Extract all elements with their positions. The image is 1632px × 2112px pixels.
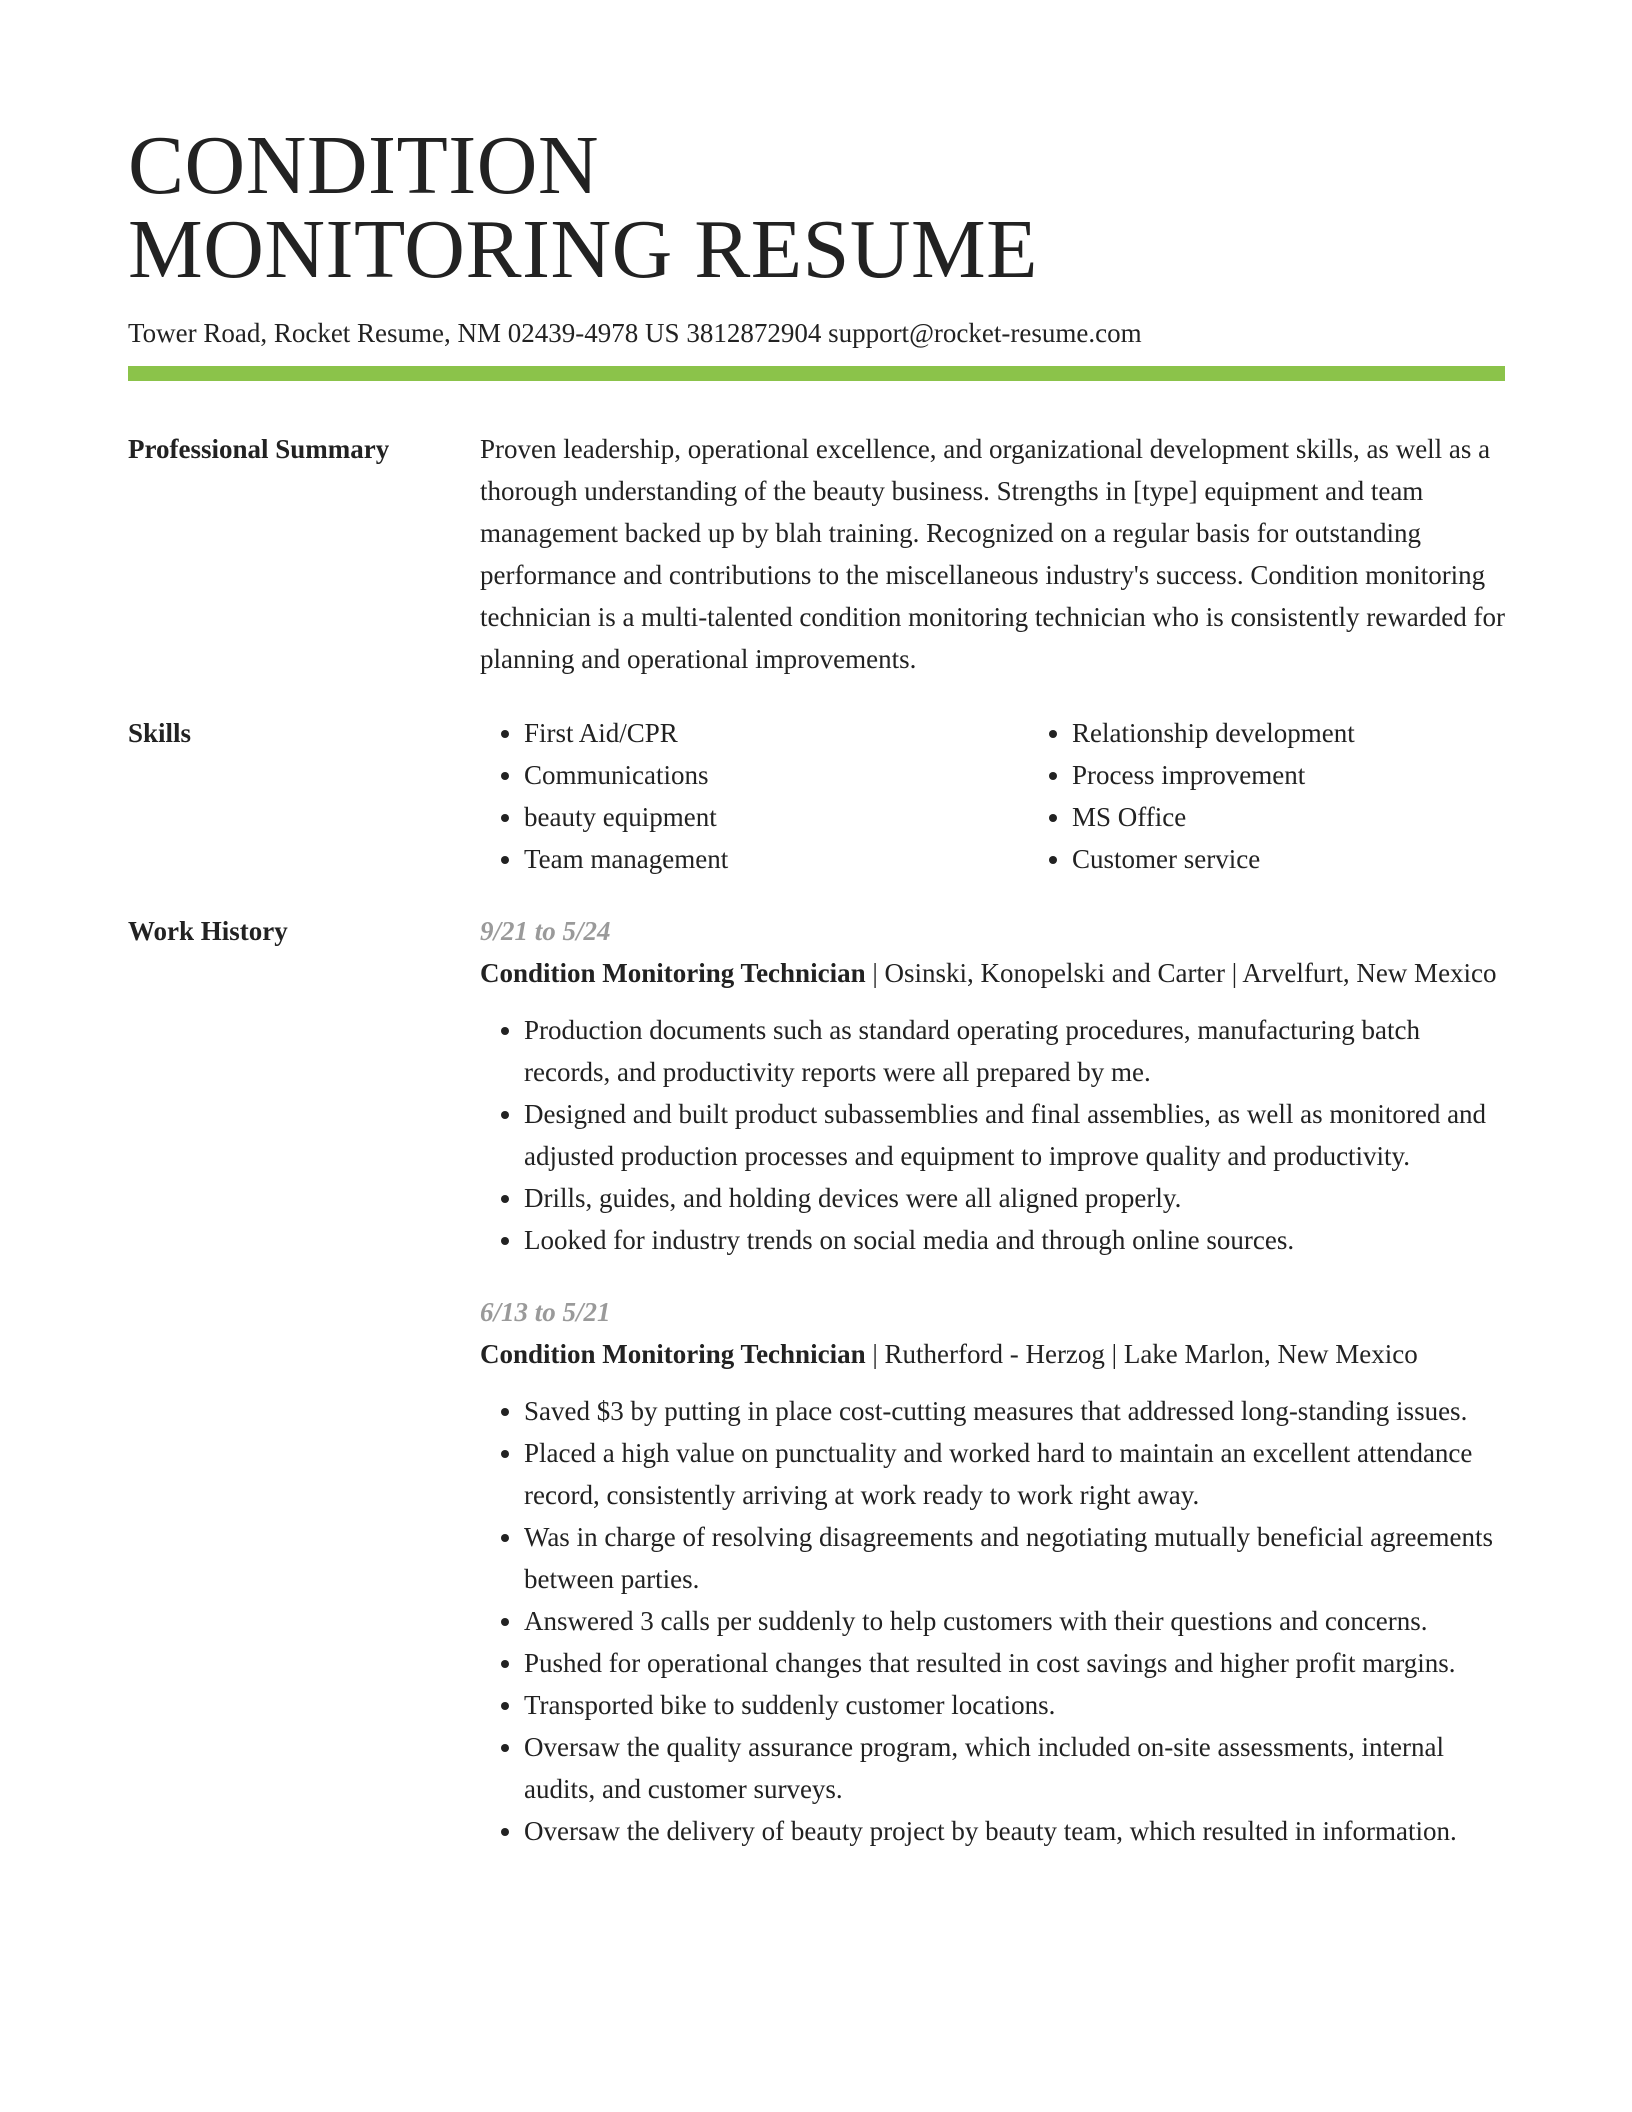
summary-section bbox=[128, 428, 1505, 680]
job-title: Condition Monitoring Technician bbox=[480, 1339, 866, 1369]
skills-column-1 bbox=[480, 712, 1028, 880]
work-history-section bbox=[128, 910, 1505, 1852]
skill-item: • beauty equipment bbox=[524, 796, 1028, 838]
job-dates: 6/13 to 5/21 bbox=[480, 1297, 611, 1327]
job-bullets bbox=[480, 1390, 1505, 1852]
skills-heading: Skills bbox=[128, 718, 192, 748]
skills-column-2 bbox=[1028, 712, 1576, 880]
contact-phone: 3812872904 bbox=[686, 318, 822, 348]
job-heading bbox=[480, 1333, 1505, 1375]
job-bullet: • Oversaw the quality assurance program, which included on-site assessments, internal audits, and customer surveys. bbox=[524, 1726, 1505, 1810]
skill-item: • Customer service bbox=[1072, 838, 1576, 880]
job-bullet: • Drills, guides, and holding devices were all aligned properly. bbox=[524, 1177, 1505, 1219]
job-bullet: • Answered 3 calls per suddenly to help customers with their questions and concerns. bbox=[524, 1600, 1505, 1642]
header-divider bbox=[128, 366, 1505, 381]
job-employer: | Osinski, Konopelski and Carter | Arvelfurt, New Mexico bbox=[865, 958, 1497, 988]
job-bullet: • Placed a high value on punctuality and worked hard to maintain an excellent attendance record, consistently arriving at work ready to work right away. bbox=[524, 1432, 1505, 1516]
skills-grid bbox=[480, 712, 1576, 880]
job-employer: | Rutherford - Herzog | Lake Marlon, New Mexico bbox=[865, 1339, 1418, 1369]
contact-address: Tower Road, Rocket Resume, NM 02439-4978 US bbox=[128, 318, 680, 348]
job-bullet: • Designed and built product subassemblies and final assemblies, as well as monitored and adjusted production processes and equipment to improve quality and productivity. bbox=[524, 1093, 1505, 1177]
contact-line bbox=[128, 316, 1505, 350]
job-heading bbox=[480, 952, 1505, 994]
job-bullet: • Production documents such as standard operating procedures, manufacturing batch records, and productivity reports were all prepared by me. bbox=[524, 1009, 1505, 1093]
job-entry bbox=[480, 1291, 1505, 1852]
skill-item: • Communications bbox=[524, 754, 1028, 796]
resume-page bbox=[128, 119, 1505, 1852]
resume-title-line1: CONDITION bbox=[128, 119, 600, 212]
job-title: Condition Monitoring Technician bbox=[480, 958, 866, 988]
skill-item: • Process improvement bbox=[1072, 754, 1576, 796]
job-bullet: • Was in charge of resolving disagreements and negotiating mutually beneficial agreements between parties. bbox=[524, 1516, 1505, 1600]
job-bullet: • Pushed for operational changes that resulted in cost savings and higher profit margins. bbox=[524, 1642, 1505, 1684]
summary-heading: Professional Summary bbox=[128, 434, 390, 464]
summary-text: Proven leadership, operational excellence, and organizational development skills, as well as a thorough understanding of the beauty business. Strengths in [type] equipment and team management backed up by blah training. Recognized on a regular basis for outstanding performance and contributions to the miscellaneous industry's success. Condition monitoring technician is a multi-talented condition monitoring technician who is consistently rewarded for planning and operational improvements. bbox=[480, 434, 1505, 674]
job-bullets bbox=[480, 1009, 1505, 1261]
job-entry bbox=[480, 910, 1505, 1261]
job-dates: 9/21 to 5/24 bbox=[480, 916, 611, 946]
skill-item: • Team management bbox=[524, 838, 1028, 880]
job-bullet: • Transported bike to suddenly customer locations. bbox=[524, 1684, 1505, 1726]
job-bullet: • Looked for industry trends on social media and through online sources. bbox=[524, 1219, 1505, 1261]
job-bullet: • Oversaw the delivery of beauty project by beauty team, which resulted in information. bbox=[524, 1810, 1505, 1852]
contact-email: support@rocket-resume.com bbox=[828, 318, 1142, 348]
skill-item: • First Aid/CPR bbox=[524, 712, 1028, 754]
work-history-heading: Work History bbox=[128, 916, 288, 946]
resume-title-line2: MONITORING RESUME bbox=[128, 203, 1038, 296]
job-bullet: • Saved $3 by putting in place cost-cutting measures that addressed long-standing issues. bbox=[524, 1390, 1505, 1432]
skills-section bbox=[128, 712, 1505, 880]
skill-item: • MS Office bbox=[1072, 796, 1576, 838]
skill-item: • Relationship development bbox=[1072, 712, 1576, 754]
resume-title bbox=[128, 119, 1505, 296]
